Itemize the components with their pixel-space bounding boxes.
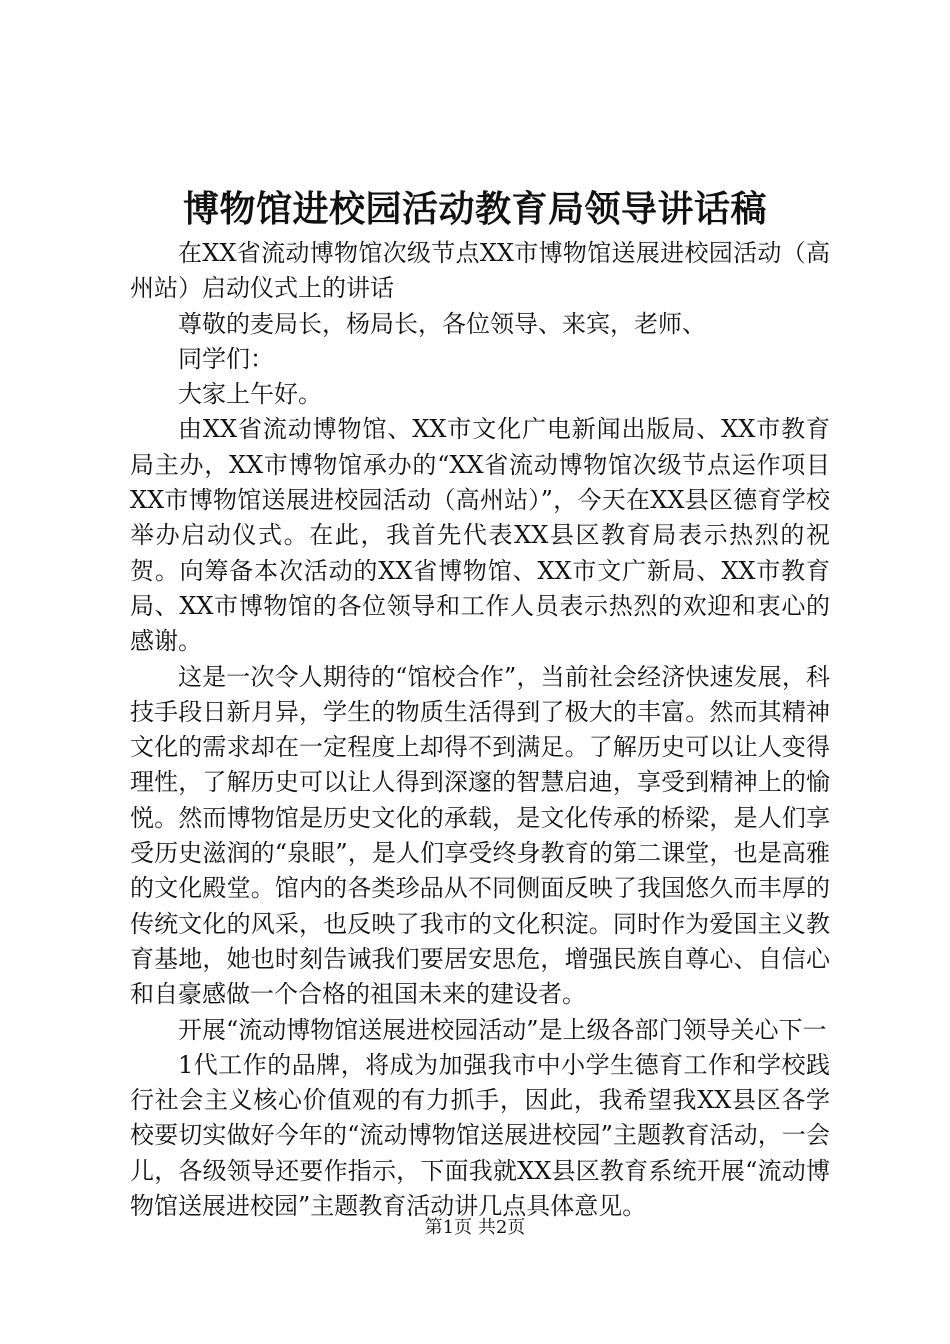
paragraph-greeting: 大家上午好。	[178, 380, 322, 409]
page-footer: 第1页 共2页	[424, 1217, 526, 1238]
paragraph-cooperation: 这是一次令人期待的“馆校合作”，当前社会经济快速发展，科技手段日新月异，学生的物质生活得到了极大的丰富。然而其精神文化的需求却在一定程度上却得不到满足。了解历史可以让人变得理性，了解历史可以让人得到深邃的智慧启迪，享受到精神上的愉悦。然而博物馆是历史文化的承载，是文化传承的桥梁，是人们享受历史滋润的“泉眼”，是人们享受终身教育的第二课堂，也是高雅的文化殿堂。馆内的各类珍品从不同侧面反映了我国悠久而丰厚的传统文化的风采，也反映了我市的文化积淀。同时作为爱国主义教育基地，她也时刻告诫我们要居安思危，增强民族自尊心、自信心和自豪感做一个合格的祖国未来的建设者。	[130, 662, 830, 1009]
paragraph-introduction: 由XX省流动博物馆、XX市文化广电新闻出版局、XX市教育局主办，XX市博物馆承办的“XX省流动博物馆次级节点运作项目XX市博物馆送展进校园活动（高州站）”，今天在XX县区德育学校举办启动仪式。在此，我首先代表XX县区教育局表示热烈的祝贺。向筹备本次活动的XX省博物馆、XX市文广新局、XX市教育局、XX市博物馆的各位领导和工作人员表示热烈的欢迎和衷心的感谢。	[130, 415, 830, 656]
paragraph-brand: 1代工作的品牌，将成为加强我市中小学生德育工作和学校践行社会主义核心价值观的有力抓手，因此，我希望我XX县区各学校要切实做好今年的“流动博物馆送展进校园”主题教育活动，一会儿，各级领导还要作指示，下面我就XX县区教育系统开展“流动博物馆送展进校园”主题教育活动讲几点具体意见。	[130, 1050, 830, 1221]
paragraph-activity: 开展“流动博物馆送展进校园活动”是上级各部门领导关心下一	[178, 1015, 827, 1044]
document-body	[130, 236, 830, 1224]
paragraph-salutation-cont: 同学们：	[178, 344, 274, 373]
paragraph-subtitle: 在XX省流动博物馆次级节点XX市博物馆送展进校园活动（高州站）启动仪式上的讲话	[130, 239, 830, 303]
document-title: 博物馆进校园活动教育局领导讲话稿	[182, 188, 767, 230]
paragraph-salutation: 尊敬的麦局长，杨局长，各位领导、来宾，老师、	[178, 309, 706, 338]
